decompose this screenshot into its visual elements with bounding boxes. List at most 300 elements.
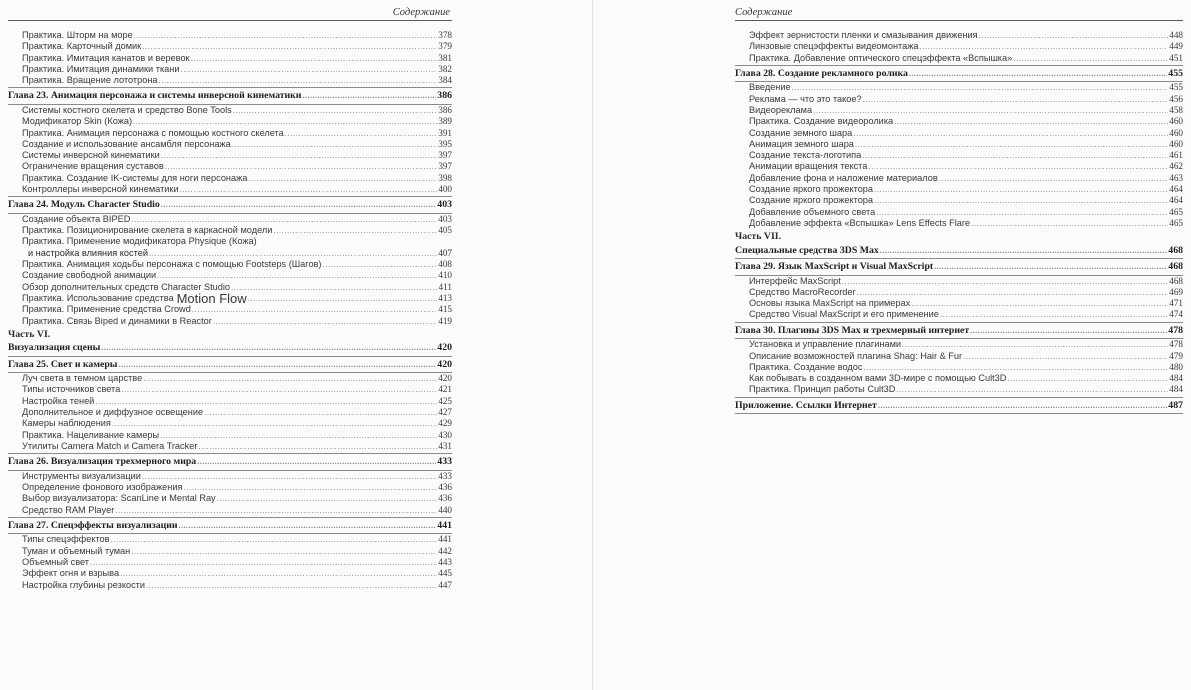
toc-entry bbox=[8, 441, 452, 452]
entry-title: Практика. Вращение лототрона bbox=[22, 75, 158, 86]
toc-entry bbox=[735, 128, 1183, 139]
entry-title: Практика. Применение средства Crowd bbox=[22, 304, 191, 315]
dot-leader bbox=[118, 359, 436, 372]
dot-leader bbox=[111, 534, 438, 545]
page-number: 395 bbox=[438, 138, 452, 149]
dot-leader bbox=[165, 161, 437, 172]
entry-title: Практика. Добавление оптического спецэффекта «Вспышка» bbox=[749, 52, 1013, 63]
page-number: 378 bbox=[438, 30, 452, 40]
entry-title: Практика. Анимация персонажа с помощью костного скелета bbox=[22, 127, 284, 138]
toc-entry bbox=[735, 287, 1183, 298]
entry-title: Практика. Создание видеоролика bbox=[749, 116, 894, 127]
page-number: 487 bbox=[1168, 399, 1183, 411]
toc-entry bbox=[735, 30, 1183, 41]
page-number: 430 bbox=[438, 429, 452, 440]
toc-entry bbox=[8, 407, 452, 418]
page-number: 386 bbox=[437, 90, 452, 102]
dot-leader bbox=[160, 430, 437, 441]
entry-title: Контроллеры инверсной кинематики bbox=[22, 184, 179, 195]
toc-chapter-entry bbox=[735, 68, 1183, 81]
toc-entry bbox=[735, 184, 1183, 195]
dot-leader bbox=[101, 342, 436, 355]
section-rule bbox=[8, 196, 452, 197]
toc-entry bbox=[8, 64, 452, 75]
entry-title: Установка и управление плагинами bbox=[749, 339, 902, 350]
dot-leader bbox=[855, 139, 1168, 150]
dot-leader bbox=[857, 287, 1169, 298]
dot-leader bbox=[902, 339, 1168, 350]
toc-entry bbox=[8, 225, 452, 236]
toc-entry bbox=[8, 116, 452, 127]
dot-leader bbox=[157, 270, 437, 281]
entry-title: Анимация земного шара bbox=[749, 138, 854, 149]
toc-part-heading bbox=[8, 329, 452, 340]
toc-entry bbox=[735, 373, 1183, 384]
page-number: 456 bbox=[1169, 93, 1183, 104]
toc-entry bbox=[8, 75, 452, 86]
section-rule bbox=[735, 258, 1183, 259]
page-number: 451 bbox=[1169, 52, 1183, 63]
entry-title: Анимации вращения текста bbox=[749, 161, 868, 172]
entry-title: Системы костного скелета и средство Bone Tools bbox=[22, 104, 232, 115]
entry-title: Практика. Создание IK-системы для ноги персонажа bbox=[22, 172, 248, 183]
toc-entry bbox=[735, 116, 1183, 127]
toc-entry bbox=[8, 546, 452, 557]
dot-leader bbox=[868, 161, 1168, 172]
dot-leader bbox=[181, 64, 438, 75]
entry-title: Утилиты Camera Match и Camera Tracker bbox=[22, 440, 198, 451]
toc-entry bbox=[8, 493, 452, 504]
page-number: 465 bbox=[1169, 217, 1183, 228]
dot-leader bbox=[180, 184, 438, 195]
dot-leader bbox=[204, 407, 437, 418]
dot-leader bbox=[197, 456, 436, 469]
entry-title: Добавление эффекта «Вспышка» Lens Effects Flare bbox=[749, 217, 971, 228]
toc-list bbox=[735, 30, 1183, 414]
entry-title: Глава 29. Язык MaxScript и Visual MaxScript bbox=[735, 261, 934, 273]
page-number: 464 bbox=[1169, 184, 1183, 195]
toc-entry bbox=[8, 505, 452, 516]
dot-leader bbox=[183, 482, 437, 493]
dot-leader bbox=[159, 75, 438, 86]
dot-leader bbox=[198, 441, 437, 452]
entry-title: Добавление объемного света bbox=[749, 206, 876, 217]
page-number: 445 bbox=[438, 568, 452, 579]
entry-title: Настройка теней bbox=[22, 395, 95, 406]
page-number: 403 bbox=[438, 213, 452, 224]
running-head: Содержание bbox=[735, 7, 793, 18]
dot-leader bbox=[878, 400, 1167, 413]
toc-entry bbox=[735, 207, 1183, 218]
toc-entry bbox=[8, 316, 452, 327]
dot-leader bbox=[323, 259, 438, 270]
toc-entry bbox=[8, 105, 452, 116]
dot-leader bbox=[121, 384, 437, 395]
toc-entry bbox=[8, 139, 452, 150]
dot-leader bbox=[853, 128, 1168, 139]
entry-title: Глава 25. Свет и камеры bbox=[8, 358, 118, 370]
page-number: 379 bbox=[438, 41, 452, 52]
dot-leader bbox=[909, 68, 1167, 81]
toc-entry bbox=[8, 418, 452, 429]
toc-entry bbox=[735, 195, 1183, 206]
page-number: 386 bbox=[438, 104, 452, 115]
page-number: 427 bbox=[438, 407, 452, 418]
entry-title: Практика. Применение модификатора Physique (Кожа) bbox=[22, 236, 257, 247]
toc-entry bbox=[735, 276, 1183, 287]
toc-entry bbox=[735, 309, 1183, 320]
dot-leader bbox=[863, 362, 1168, 373]
entry-title: Настройка глубины резкости bbox=[22, 579, 146, 590]
entry-title: Глава 23. Анимация персонажа и системы инверсной кинематики bbox=[8, 90, 302, 102]
toc-entry bbox=[735, 94, 1183, 105]
dot-leader bbox=[792, 82, 1169, 93]
toc-entry bbox=[8, 557, 452, 568]
section-rule bbox=[735, 397, 1183, 398]
toc-entry bbox=[735, 41, 1183, 52]
dot-leader bbox=[191, 53, 438, 64]
entry-title: Часть VI. bbox=[8, 328, 51, 340]
header-rule bbox=[735, 20, 1183, 21]
header-rule bbox=[8, 20, 452, 21]
entry-title: Туман и объемный туман bbox=[22, 545, 131, 556]
page-number: 479 bbox=[1169, 350, 1183, 361]
entry-title: Средство RAM Player bbox=[22, 504, 115, 515]
page-number: 429 bbox=[438, 418, 452, 429]
toc-entry bbox=[8, 248, 452, 259]
toc-entry bbox=[8, 184, 452, 195]
right-page bbox=[735, 0, 1191, 690]
toc-entry bbox=[8, 53, 452, 64]
entry-title: Практика. Шторм на море bbox=[22, 30, 133, 40]
dot-leader bbox=[285, 128, 437, 139]
section-rule bbox=[8, 453, 452, 454]
toc-entry bbox=[735, 82, 1183, 93]
entry-title: Практика. Имитация канатов и веревок bbox=[22, 52, 190, 63]
page-number: 407 bbox=[438, 247, 452, 258]
dot-leader bbox=[842, 276, 1168, 287]
toc-entry bbox=[8, 471, 452, 482]
entry-title: Модификатор Skin (Кожа) bbox=[22, 116, 133, 127]
dot-leader bbox=[874, 195, 1168, 206]
toc-entry bbox=[735, 351, 1183, 362]
toc-entry bbox=[735, 173, 1183, 184]
dot-leader bbox=[179, 520, 437, 533]
toc-entry bbox=[8, 534, 452, 545]
page-number: 436 bbox=[438, 493, 452, 504]
entry-title: Типы источников света bbox=[22, 384, 121, 395]
entry-title: Создание яркого прожектора bbox=[749, 195, 874, 206]
toc-entry bbox=[8, 482, 452, 493]
toc-entry bbox=[8, 373, 452, 384]
entry-title: Создание яркого прожектора bbox=[749, 184, 874, 195]
toc-chapter-entry bbox=[735, 245, 1183, 258]
dot-leader bbox=[90, 557, 437, 568]
entry-title: Эффект огня и взрыва bbox=[22, 568, 120, 579]
dot-leader bbox=[1007, 373, 1168, 384]
page-number: 460 bbox=[1169, 116, 1183, 127]
entry-title: Создание объекта BIPED bbox=[22, 213, 131, 224]
dot-leader bbox=[940, 309, 1168, 320]
toc-chapter-entry bbox=[8, 199, 452, 212]
toc-part-heading bbox=[735, 231, 1183, 242]
entry-title: Системы инверсной кинематики bbox=[22, 150, 160, 161]
dot-leader bbox=[112, 418, 437, 429]
dot-leader bbox=[302, 90, 436, 103]
page-number: 484 bbox=[1169, 373, 1183, 384]
section-rule bbox=[735, 322, 1183, 323]
page-number: 449 bbox=[1169, 41, 1183, 52]
dot-leader bbox=[876, 207, 1168, 218]
page-number: 458 bbox=[1169, 104, 1183, 115]
dot-leader bbox=[142, 471, 437, 482]
entry-title: Средство MacroRecorder bbox=[749, 286, 856, 297]
toc-chapter-entry bbox=[8, 520, 452, 533]
dot-leader bbox=[233, 105, 438, 116]
page-number: 468 bbox=[1168, 244, 1183, 256]
entry-title: Камеры наблюдения bbox=[22, 418, 111, 429]
page-number: 443 bbox=[438, 556, 452, 567]
toc-entry bbox=[735, 105, 1183, 116]
dot-leader bbox=[231, 282, 438, 293]
toc-chapter-entry bbox=[735, 261, 1183, 274]
page-number: 478 bbox=[1169, 339, 1183, 350]
toc-chapter-entry bbox=[8, 90, 452, 103]
page-number: 464 bbox=[1169, 195, 1183, 206]
entry-title: Создание земного шара bbox=[749, 127, 853, 138]
dot-leader bbox=[161, 150, 437, 161]
entry-title: Дополнительное и диффузное освещение bbox=[22, 407, 204, 418]
page-number: 408 bbox=[438, 259, 452, 270]
entry-title: Глава 26. Визуализация трехмерного мира bbox=[8, 456, 197, 468]
dot-leader bbox=[134, 30, 438, 41]
running-head: Содержание bbox=[392, 7, 450, 18]
toc-entry bbox=[8, 161, 452, 172]
toc-entry bbox=[735, 384, 1183, 395]
toc-entry bbox=[735, 53, 1183, 64]
page-number: 463 bbox=[1169, 172, 1183, 183]
entry-title: Как побывать в созданном вами 3D-мире с помощью Cult3D bbox=[749, 373, 1007, 384]
page-number: 455 bbox=[1168, 67, 1183, 79]
entry-title: Практика. Использование средства bbox=[22, 292, 174, 303]
page-number: 460 bbox=[1169, 127, 1183, 138]
dot-leader bbox=[1013, 53, 1168, 64]
dot-leader bbox=[143, 373, 437, 384]
entry-title: Описание возможностей плагина Shag: Hair & Fur bbox=[749, 350, 963, 361]
page-number: 420 bbox=[437, 342, 452, 354]
dot-leader bbox=[248, 173, 437, 184]
entry-title: Специальные средства 3DS Max bbox=[735, 244, 879, 256]
entry-title: Реклама — что это такое? bbox=[749, 93, 862, 104]
entry-title: Добавление фона и наложение материалов bbox=[749, 172, 938, 183]
entry-title: Глава 27. Спецэффекты визуализации bbox=[8, 519, 178, 531]
page-number: 436 bbox=[438, 482, 452, 492]
page-number: 441 bbox=[438, 534, 452, 545]
dot-leader bbox=[146, 580, 437, 591]
toc-entry bbox=[8, 304, 452, 315]
toc-entry bbox=[735, 362, 1183, 373]
toc-entry bbox=[8, 384, 452, 395]
page-number: 397 bbox=[438, 161, 452, 172]
page-number: 410 bbox=[438, 270, 452, 281]
toc-entry bbox=[8, 128, 452, 139]
dot-leader bbox=[934, 261, 1167, 274]
entry-title: Практика. Анимация ходьбы персонажа с помощью Footsteps (Шагов) bbox=[22, 259, 322, 270]
page-number: 462 bbox=[1169, 161, 1183, 172]
entry-title: Ограничение вращения суставов bbox=[22, 161, 164, 172]
toc-entry bbox=[8, 270, 452, 281]
entry-title: Видеореклама bbox=[749, 104, 813, 115]
entry-title: Определение фонового изображения bbox=[22, 482, 183, 492]
dot-leader bbox=[813, 105, 1168, 116]
dot-leader bbox=[874, 184, 1168, 195]
toc-entry bbox=[8, 259, 452, 270]
page-number: 433 bbox=[437, 456, 452, 468]
book-fold bbox=[592, 0, 593, 690]
page-number: 397 bbox=[438, 150, 452, 161]
toc-entry bbox=[8, 214, 452, 225]
toc-entry bbox=[8, 430, 452, 441]
page-number: 391 bbox=[438, 127, 452, 138]
toc-entry bbox=[8, 150, 452, 161]
dot-leader bbox=[232, 139, 438, 150]
dot-leader bbox=[213, 316, 437, 327]
dot-leader bbox=[971, 218, 1168, 229]
page-number: 381 bbox=[438, 52, 452, 63]
page-number: 398 bbox=[438, 172, 452, 183]
page-number: 440 bbox=[438, 504, 452, 515]
dot-leader bbox=[131, 214, 437, 225]
entry-title: Визуализация сцены bbox=[8, 342, 101, 354]
entry-title: Практика. Карточный домик bbox=[22, 41, 142, 52]
entry-title: Типы спецэффектов bbox=[22, 534, 110, 545]
toc-entry bbox=[8, 568, 452, 579]
page-number: 480 bbox=[1169, 361, 1183, 372]
toc-chapter-entry bbox=[735, 400, 1183, 413]
entry-title: и настройка влияния костей bbox=[28, 247, 148, 258]
dot-leader bbox=[192, 304, 437, 315]
toc-entry bbox=[8, 290, 452, 306]
toc-entry bbox=[735, 150, 1183, 161]
dot-leader bbox=[970, 325, 1167, 338]
entry-title: Практика. Создание водоc bbox=[749, 361, 863, 372]
toc-list bbox=[8, 30, 452, 591]
dot-leader bbox=[142, 41, 437, 52]
page-number: 419 bbox=[438, 315, 452, 326]
section-rule bbox=[8, 356, 452, 357]
entry-title: Линзовые спецэффекты видеомонтажа bbox=[749, 41, 919, 52]
toc-chapter-entry bbox=[8, 359, 452, 372]
entry-title: Луч света в темном царстве bbox=[22, 373, 143, 384]
toc-entry bbox=[735, 161, 1183, 172]
dot-leader bbox=[115, 505, 437, 516]
dot-leader bbox=[963, 351, 1168, 362]
page-number: 420 bbox=[438, 373, 452, 384]
page-number: 420 bbox=[437, 358, 452, 370]
page-number: 461 bbox=[1169, 150, 1183, 161]
section-rule bbox=[8, 87, 452, 88]
entry-title: Введение bbox=[749, 82, 791, 93]
entry-title: Практика. Имитация динамики ткани bbox=[22, 63, 180, 74]
page-number: 403 bbox=[437, 199, 452, 211]
toc-entry bbox=[735, 298, 1183, 309]
toc-entry bbox=[8, 173, 452, 184]
page-number: 455 bbox=[1169, 82, 1183, 93]
entry-title: Практика. Нацеливание камеры bbox=[22, 429, 160, 440]
page-number: 447 bbox=[438, 579, 452, 590]
page-number: 448 bbox=[1169, 30, 1183, 40]
page-number: 415 bbox=[438, 304, 452, 315]
page-number: 405 bbox=[438, 225, 452, 236]
entry-title: Глава 30. Плагины 3DS Max и трехмерный интернет bbox=[735, 324, 970, 336]
page-number: 484 bbox=[1169, 384, 1183, 395]
section-rule bbox=[735, 413, 1183, 414]
entry-title: Эффект зернистости пленки и смазывания движения bbox=[749, 30, 978, 40]
page-number: 389 bbox=[438, 116, 452, 127]
section-rule bbox=[735, 65, 1183, 66]
page-number: 469 bbox=[1169, 286, 1183, 297]
page-number: 468 bbox=[1168, 261, 1183, 273]
page-number: 413 bbox=[438, 292, 452, 303]
entry-title: Практика. Позиционирование скелета в каркасной модели bbox=[22, 225, 273, 236]
page-number: 382 bbox=[438, 63, 452, 74]
entry-title: Обзор дополнительных средств Character Studio bbox=[22, 281, 231, 292]
page-number: 411 bbox=[438, 281, 452, 292]
entry-title: Интерфейс MaxScript bbox=[749, 275, 841, 286]
dot-leader bbox=[911, 298, 1168, 309]
toc-entry bbox=[735, 218, 1183, 229]
entry-title: Выбор визуализатора: ScanLine и Mental Ray bbox=[22, 493, 216, 504]
page-number: 474 bbox=[1169, 309, 1183, 320]
toc-entry bbox=[735, 139, 1183, 150]
page-number: 400 bbox=[438, 184, 452, 195]
entry-title: Создание свободной анимации bbox=[22, 270, 157, 281]
toc-entry bbox=[8, 30, 452, 41]
toc-entry bbox=[8, 580, 452, 591]
page-number: 460 bbox=[1169, 138, 1183, 149]
dot-leader bbox=[248, 293, 438, 304]
page-number: 421 bbox=[438, 384, 452, 395]
entry-title: Создание текста-логотипа bbox=[749, 150, 862, 161]
entry-title: Практика. Принцип работы Cult3D bbox=[749, 384, 896, 395]
page-number: 442 bbox=[438, 545, 452, 556]
entry-title: Объемный свет bbox=[22, 556, 90, 567]
page-number: 431 bbox=[438, 440, 452, 451]
entry-title: Глава 28. Создание рекламного ролика bbox=[735, 67, 908, 79]
page-number: 468 bbox=[1169, 275, 1183, 286]
entry-title: Практика. Связь Biped и динамики в Reactor bbox=[22, 315, 212, 326]
entry-title: Основы языка MaxScript на примерах bbox=[749, 298, 911, 309]
page-number: 441 bbox=[437, 519, 452, 531]
page-number: 471 bbox=[1169, 298, 1183, 309]
page-number: 478 bbox=[1168, 324, 1183, 336]
dot-leader bbox=[896, 384, 1168, 395]
toc-chapter-entry bbox=[8, 342, 452, 355]
dot-leader bbox=[131, 546, 437, 557]
dot-leader bbox=[894, 116, 1168, 127]
entry-title: Средство Visual MaxScript и его применение bbox=[749, 309, 939, 320]
left-page bbox=[0, 0, 460, 690]
toc-entry bbox=[8, 396, 452, 407]
dot-leader bbox=[95, 396, 437, 407]
entry-title: Глава 24. Модуль Character Studio bbox=[8, 199, 160, 211]
dot-leader bbox=[880, 245, 1168, 258]
dot-leader bbox=[939, 173, 1169, 184]
entry-title-emphasis: Motion Flow bbox=[176, 290, 247, 306]
entry-title: Приложение. Ссылки Интернет bbox=[735, 399, 877, 411]
page-number: 384 bbox=[438, 75, 452, 86]
page-number: 425 bbox=[438, 395, 452, 406]
